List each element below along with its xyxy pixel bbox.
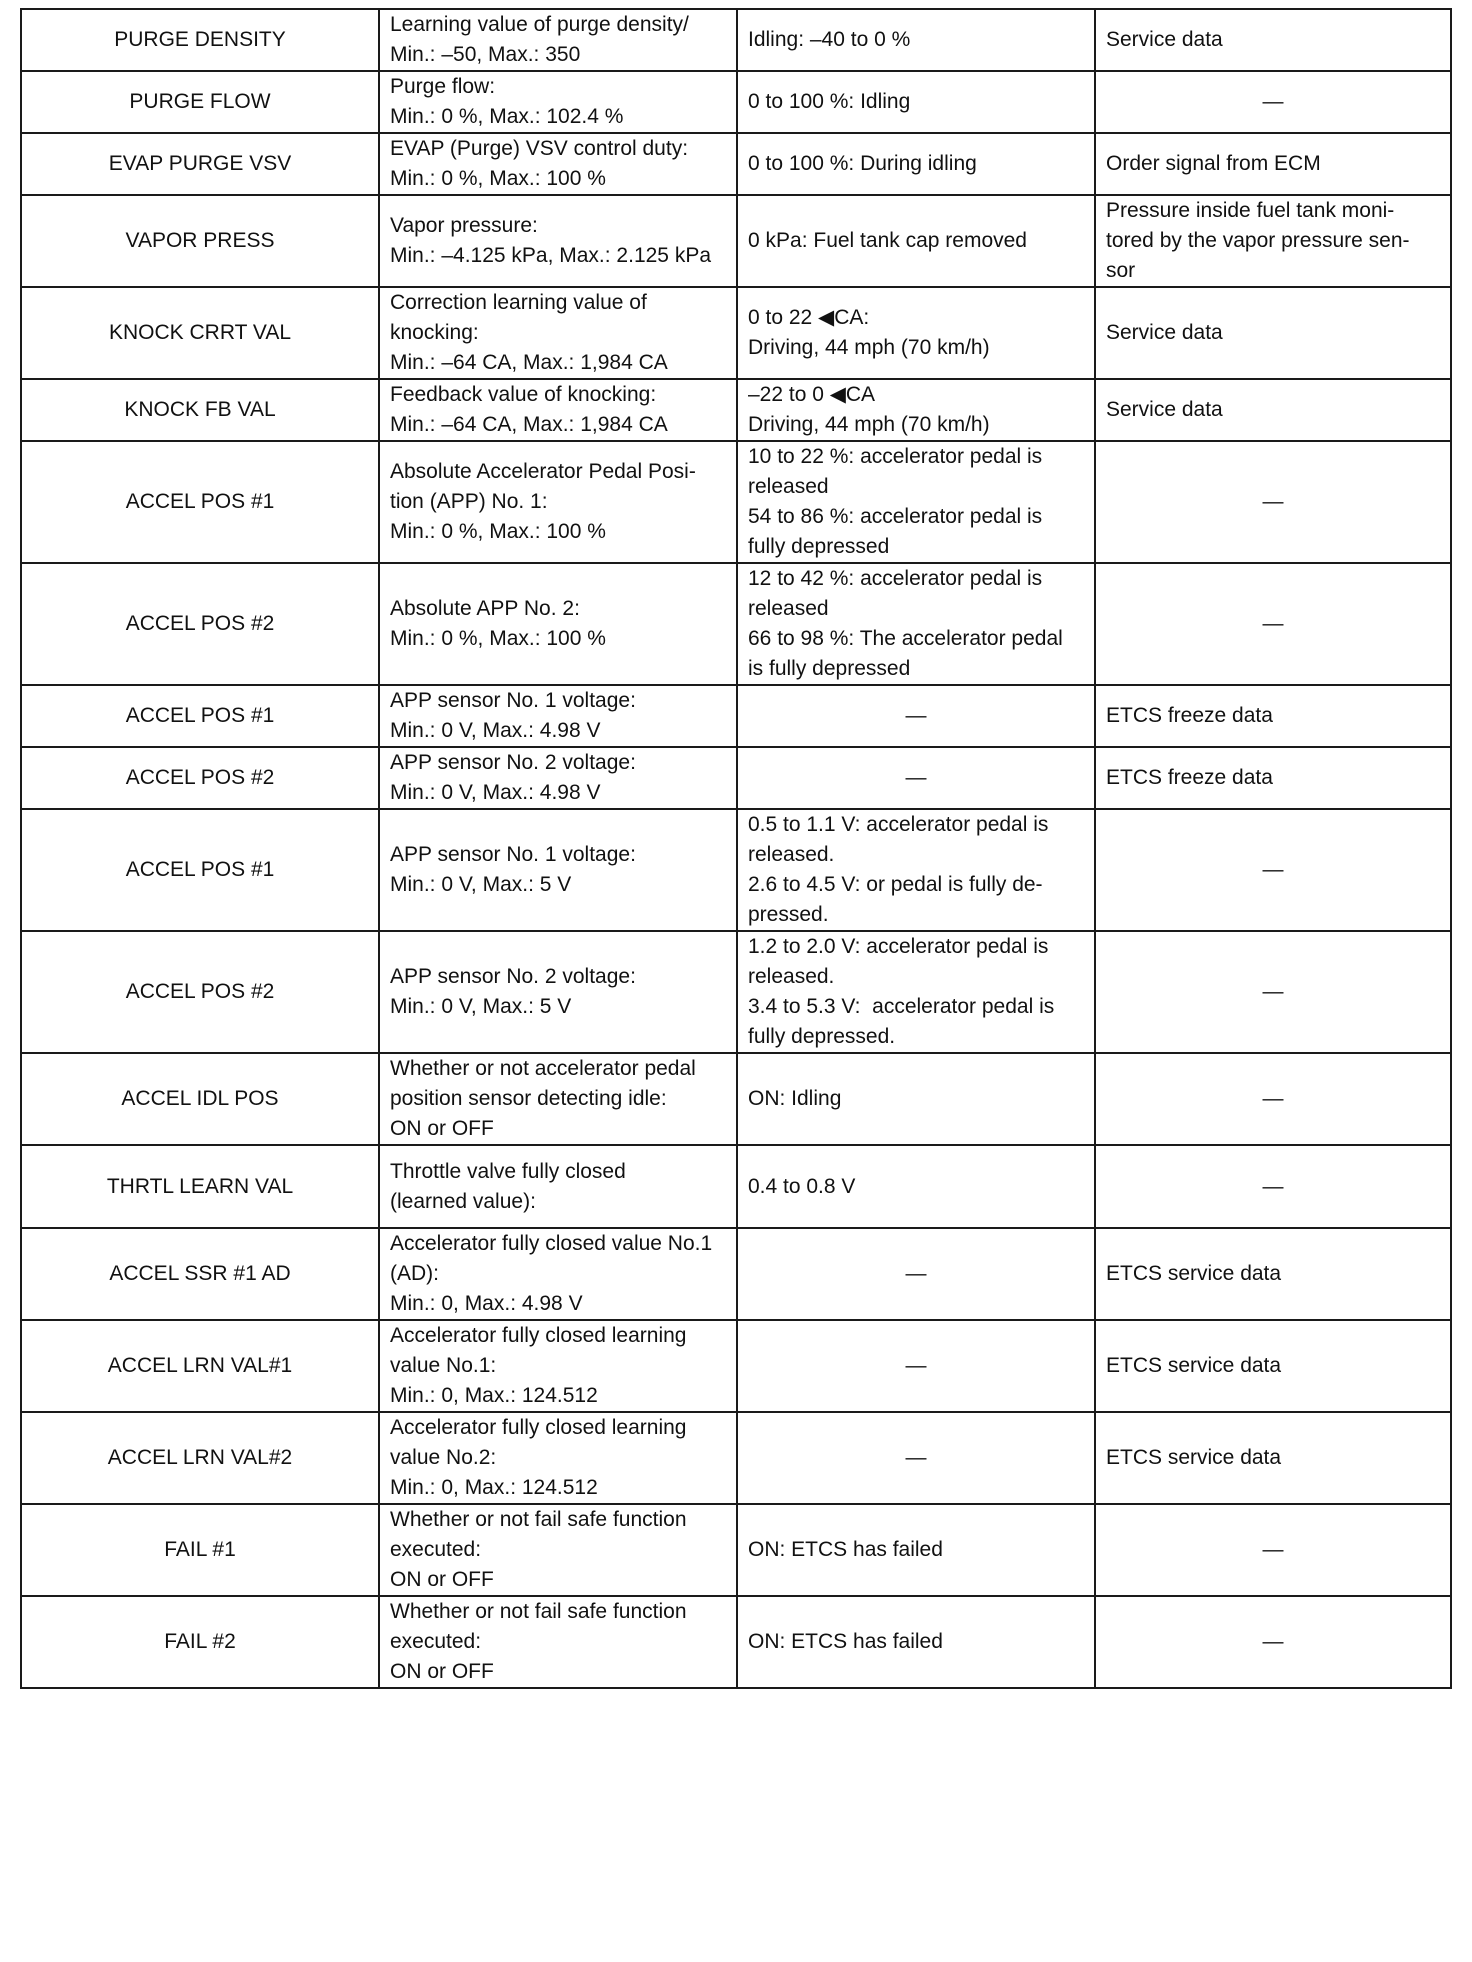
item-text: KNOCK CRRT VAL [108,321,292,344]
item-cell [21,809,379,931]
normal-cell [737,9,1095,71]
normal-line: 1.2 to 2.0 V: accelerator pedal is [748,935,1049,958]
measurement-line: value No.1: [390,1354,497,1377]
item-text: ACCEL POS #1 [125,858,275,881]
normal-cell [737,1596,1095,1688]
measurement-cell [379,379,737,441]
normal-cell [737,379,1095,441]
normal-line: — [905,766,927,789]
diagnostic-line: Service data [1106,28,1223,51]
normal-line: ON: ETCS has failed [748,1630,943,1653]
normal-line: 0 to 100 %: During idling [748,152,977,175]
normal-line: 0.5 to 1.1 V: accelerator pedal is [748,813,1049,836]
table-row [21,563,1451,685]
diagnostic-line: — [1262,1630,1284,1653]
measurement-line: executed: [390,1538,482,1561]
item-cell [21,1145,379,1228]
normal-line: released [748,475,829,498]
item-cell [21,931,379,1053]
diagnostic-cell [1095,1412,1451,1504]
normal-line: –22 to 0 ◀CA [748,383,876,406]
table-row [21,1596,1451,1688]
normal-line: 10 to 22 %: accelerator pedal is [748,445,1043,468]
diagnostic-line: — [1262,1538,1284,1561]
item-text: FAIL #1 [164,1538,236,1561]
normal-cell [737,809,1095,931]
table-row [21,685,1451,747]
measurement-line: ON or OFF [390,1117,494,1140]
measurement-line: Vapor pressure: [390,214,538,237]
measurement-cell [379,287,737,379]
measurement-line: Min.: –64 CA, Max.: 1,984 CA [390,351,668,374]
measurement-cell [379,9,737,71]
measurement-cell [379,931,737,1053]
measurement-line: Min.: 0 V, Max.: 4.98 V [390,719,601,742]
item-cell [21,747,379,809]
item-cell [21,195,379,287]
diagnostic-cell [1095,1596,1451,1688]
table-row [21,747,1451,809]
measurement-line: APP sensor No. 1 voltage: [390,843,636,866]
measurement-line: Min.: 0 %, Max.: 102.4 % [390,105,624,128]
normal-line: 0 kPa: Fuel tank cap removed [748,229,1027,252]
normal-cell [737,1145,1095,1228]
diagnostic-line: ETCS freeze data [1106,704,1273,727]
normal-line: 12 to 42 %: accelerator pedal is [748,567,1043,590]
normal-cell [737,1053,1095,1145]
normal-cell [737,133,1095,195]
normal-line: 54 to 86 %: accelerator pedal is [748,505,1043,528]
item-cell [21,1504,379,1596]
diagnostic-line: sor [1106,259,1136,282]
item-text: ACCEL LRN VAL#1 [107,1354,293,1377]
measurement-line: Min.: 0 V, Max.: 5 V [390,995,572,1018]
measurement-line: Accelerator fully closed learning [390,1416,687,1439]
normal-line: released. [748,965,835,988]
normal-line: 2.6 to 4.5 V: or pedal is fully de- [748,873,1043,896]
item-text: VAPOR PRESS [125,229,275,252]
normal-cell [737,685,1095,747]
item-text: ACCEL LRN VAL#2 [107,1446,293,1469]
normal-cell [737,1320,1095,1412]
normal-line: 66 to 98 %: The accelerator pedal [748,627,1063,650]
item-text: ACCEL POS #2 [125,980,275,1003]
normal-cell [737,563,1095,685]
measurement-line: Min.: 0 %, Max.: 100 % [390,520,606,543]
measurement-cell [379,1228,737,1320]
measurement-line: Min.: 0, Max.: 4.98 V [390,1292,583,1315]
measurement-cell [379,1596,737,1688]
item-text: ACCEL POS #1 [125,490,275,513]
diagnostic-line: — [1262,858,1284,881]
diagnostic-cell [1095,9,1451,71]
table-row [21,133,1451,195]
item-cell [21,563,379,685]
table-row [21,1145,1451,1228]
measurement-line: executed: [390,1630,482,1653]
item-text: KNOCK FB VAL [124,398,276,421]
normal-line: fully depressed [748,535,890,558]
measurement-cell [379,685,737,747]
measurement-cell [379,133,737,195]
diagnostic-line: ETCS freeze data [1106,766,1273,789]
item-text: ACCEL SSR #1 AD [109,1262,291,1285]
diagnostic-cell [1095,195,1451,287]
measurement-line: EVAP (Purge) VSV control duty: [390,137,689,160]
diagnostic-cell [1095,747,1451,809]
item-text: ACCEL IDL POS [121,1087,279,1110]
measurement-line: tion (APP) No. 1: [390,490,548,513]
normal-cell [737,195,1095,287]
item-cell [21,287,379,379]
item-text: PURGE DENSITY [114,28,286,51]
table-row [21,1228,1451,1320]
measurement-line: Min.: 0 %, Max.: 100 % [390,167,606,190]
diagnostic-cell [1095,563,1451,685]
normal-line: ON: ETCS has failed [748,1538,943,1561]
diagnostic-line: — [1262,612,1284,635]
measurement-line: value No.2: [390,1446,497,1469]
normal-cell [737,1228,1095,1320]
normal-line: Driving, 44 mph (70 km/h) [748,413,990,436]
normal-line: Driving, 44 mph (70 km/h) [748,336,990,359]
diagnostic-cell [1095,441,1451,563]
normal-line: — [905,704,927,727]
diagnostic-line: ETCS service data [1106,1354,1282,1377]
diagnostic-cell [1095,1145,1451,1228]
normal-line: pressed. [748,903,829,926]
diagnostic-cell [1095,931,1451,1053]
diagnostic-line: Service data [1106,321,1223,344]
measurement-line: Throttle valve fully closed [390,1159,626,1183]
measurement-line: Learning value of purge density/ [390,13,689,36]
table-row [21,809,1451,931]
measurement-line: Accelerator fully closed value No.1 [390,1232,713,1255]
measurement-line: Min.: 0 V, Max.: 4.98 V [390,781,601,804]
item-cell [21,1596,379,1688]
measurement-cell [379,1053,737,1145]
measurement-cell [379,1145,737,1228]
normal-line: 0 to 100 %: Idling [748,90,911,113]
normal-cell [737,931,1095,1053]
measurement-line: position sensor detecting idle: [390,1087,667,1110]
normal-line: released [748,597,829,620]
normal-cell [737,71,1095,133]
measurement-line: Min.: –64 CA, Max.: 1,984 CA [390,413,668,436]
measurement-line: APP sensor No. 2 voltage: [390,965,636,988]
item-text: PURGE FLOW [129,90,271,113]
normal-line: ON: Idling [748,1087,842,1110]
table-row [21,379,1451,441]
normal-line: — [905,1262,927,1285]
measurement-cell [379,1412,737,1504]
data-list-table [20,8,1452,1689]
measurement-line: Correction learning value of [390,291,647,314]
normal-line: — [905,1446,927,1469]
measurement-line: APP sensor No. 1 voltage: [390,689,636,712]
item-cell [21,441,379,563]
diagnostic-line: — [1262,490,1284,513]
measurement-line: Absolute Accelerator Pedal Posi- [390,460,696,483]
normal-cell [737,747,1095,809]
diagnostic-line: Order signal from ECM [1106,152,1321,175]
measurement-line: Min.: –50, Max.: 350 [390,43,581,66]
measurement-line: knocking: [390,321,479,344]
measurement-cell [379,563,737,685]
item-text: EVAP PURGE VSV [108,152,292,175]
measurement-line: (learned value): [390,1189,536,1213]
normal-line: Idling: –40 to 0 % [748,28,911,51]
diagnostic-line: — [1262,1087,1284,1110]
measurement-line: Min.: 0, Max.: 124.512 [390,1476,598,1499]
item-text: ACCEL POS #2 [125,612,275,635]
table-row [21,195,1451,287]
item-cell [21,9,379,71]
measurement-line: Accelerator fully closed learning [390,1324,687,1347]
diagnostic-cell [1095,809,1451,931]
measurement-cell [379,1320,737,1412]
diagnostic-line: ETCS service data [1106,1446,1282,1469]
normal-line: 0 to 22 ◀CA: [748,306,870,329]
normal-cell [737,1412,1095,1504]
normal-line: — [905,1354,927,1377]
measurement-line: Whether or not fail safe function [390,1600,687,1623]
item-cell [21,1053,379,1145]
measurement-line: ON or OFF [390,1568,494,1591]
table-row [21,1053,1451,1145]
diagnostic-cell [1095,133,1451,195]
diagnostic-cell [1095,71,1451,133]
measurement-line: Absolute APP No. 2: [390,597,580,620]
item-cell [21,1228,379,1320]
diagnostic-line: — [1262,980,1284,1003]
table-row [21,9,1451,71]
normal-cell [737,1504,1095,1596]
item-text: ACCEL POS #2 [125,766,275,789]
item-text: ACCEL POS #1 [125,704,275,727]
normal-line: is fully depressed [748,657,911,680]
measurement-cell [379,747,737,809]
item-text: FAIL #2 [164,1630,236,1653]
table-row [21,287,1451,379]
item-cell [21,685,379,747]
normal-cell [737,441,1095,563]
diagnostic-cell [1095,287,1451,379]
diagnostic-line: Service data [1106,398,1223,421]
normal-line: 3.4 to 5.3 V: accelerator pedal is [748,995,1055,1018]
item-cell [21,379,379,441]
measurement-line: Feedback value of knocking: [390,383,657,406]
diagnostic-cell [1095,1504,1451,1596]
measurement-cell [379,441,737,563]
table-row [21,1504,1451,1596]
normal-line: 0.4 to 0.8 V [748,1174,856,1198]
item-cell [21,133,379,195]
diagnostic-cell [1095,1228,1451,1320]
diagnostic-cell [1095,379,1451,441]
table-row [21,71,1451,133]
diagnostic-cell [1095,1053,1451,1145]
diagnostic-cell [1095,1320,1451,1412]
measurement-line: ON or OFF [390,1660,494,1683]
item-text: THRTL LEARN VAL [106,1174,294,1198]
measurement-line: Whether or not fail safe function [390,1508,687,1531]
item-cell [21,71,379,133]
diagnostic-line: — [1262,90,1284,113]
diagnostic-cell [1095,685,1451,747]
measurement-line: Min.: –4.125 kPa, Max.: 2.125 kPa [390,244,712,267]
diagnostic-line: ETCS service data [1106,1262,1282,1285]
normal-cell [737,287,1095,379]
item-cell [21,1412,379,1504]
normal-line: released. [748,843,835,866]
measurement-line: Min.: 0 %, Max.: 100 % [390,627,606,650]
table-row [21,1412,1451,1504]
table-body [21,9,1451,1688]
measurement-cell [379,71,737,133]
measurement-line: Whether or not accelerator pedal [390,1057,696,1080]
diagnostic-line: — [1262,1174,1284,1198]
table-row [21,1320,1451,1412]
measurement-line: Min.: 0, Max.: 124.512 [390,1384,598,1407]
measurement-cell [379,1504,737,1596]
table-row [21,931,1451,1053]
item-cell [21,1320,379,1412]
measurement-line: (AD): [390,1262,439,1285]
table-row [21,441,1451,563]
measurement-line: Purge flow: [390,75,496,98]
diagnostic-line: tored by the vapor pressure sen- [1106,229,1410,252]
measurement-line: Min.: 0 V, Max.: 5 V [390,873,572,896]
measurement-cell [379,809,737,931]
measurement-line: APP sensor No. 2 voltage: [390,751,636,774]
diagnostic-line: Pressure inside fuel tank moni- [1106,199,1395,222]
normal-line: fully depressed. [748,1025,896,1048]
measurement-cell [379,195,737,287]
